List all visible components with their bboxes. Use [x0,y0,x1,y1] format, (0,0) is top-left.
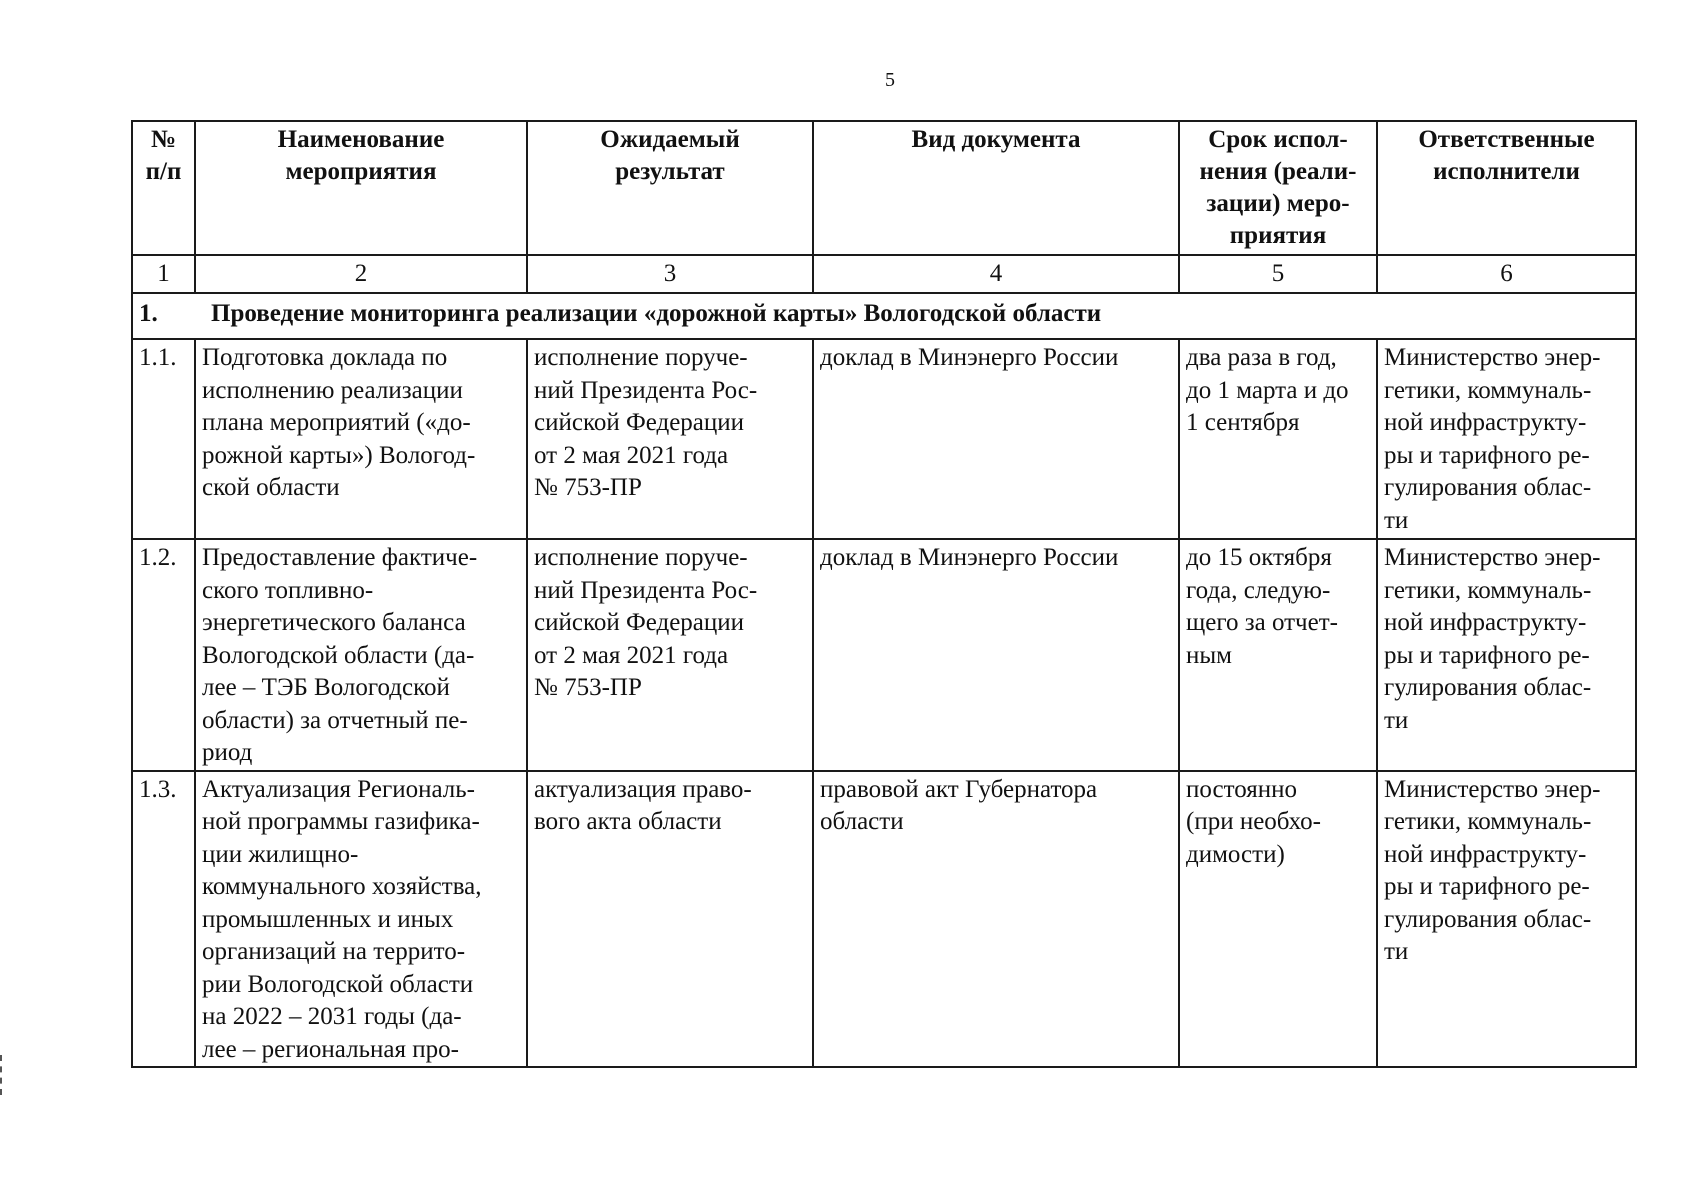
table-header-row [132,121,1636,255]
header-doc-type: Вид документа [813,121,1179,255]
row-name: Актуализация Региональ- ной программы газифика- ции жилищно- коммунального хозяйства, промышленных и иных организаций на террито- рии Вологодской области на 2022 – 2031 годы (да- лее – региональная про- [195,771,527,1068]
row-doc-type: доклад в Минэнерго России [813,339,1179,539]
row-number: 1.2. [132,539,195,771]
row-deadline: до 15 октября года, следую- щего за отчет- ным [1179,539,1377,771]
column-number: 5 [1179,255,1377,293]
header-result: Ожидаемый результат [527,121,813,255]
action-plan-table [131,120,1637,1068]
section-title: Проведение мониторинга реализации «дорожной карты» Вологодской области [211,300,1102,327]
column-number: 3 [527,255,813,293]
row-deadline: два раза в год, до 1 марта и до 1 сентября [1179,339,1377,539]
row-responsible: Министерство энер- гетики, коммуналь- ной инфраструкту- ры и тарифного ре- гулирования облас- ти [1377,771,1636,1068]
row-result: актуализация право- вого акта области [527,771,813,1068]
column-number: 1 [132,255,195,293]
row-doc-type: доклад в Минэнерго России [813,539,1179,771]
row-responsible: Министерство энер- гетики, коммуналь- ной инфраструкту- ры и тарифного ре- гулирования облас- ти [1377,539,1636,771]
column-number-row [132,255,1636,293]
table-row [132,771,1636,1068]
header-name: Наименование мероприятия [195,121,527,255]
row-deadline: постоянно (при необхо- димости) [1179,771,1377,1068]
scan-edge-marks [0,1055,8,1095]
row-number: 1.1. [132,339,195,539]
column-number: 6 [1377,255,1636,293]
row-result: исполнение поруче- ний Президента Рос- сийской Федерации от 2 мая 2021 года № 753-ПР [527,539,813,771]
page-number: 5 [885,69,895,91]
table-row [132,539,1636,771]
column-number: 4 [813,255,1179,293]
section-row [132,293,1636,339]
row-name: Подготовка доклада по исполнению реализации плана мероприятий («до- рожной карты») Вологод- ской области [195,339,527,539]
header-num: № п/п [132,121,195,255]
section-number: 1. [139,300,158,327]
column-number: 2 [195,255,527,293]
row-result: исполнение поруче- ний Президента Рос- сийской Федерации от 2 мая 2021 года № 753-ПР [527,339,813,539]
row-name: Предоставление фактиче- ского топливно- энергетического баланса Вологодской области (да- лее – ТЭБ Вологодской области) за отчетный пе- риод [195,539,527,771]
table-row [132,339,1636,539]
row-responsible: Министерство энер- гетики, коммуналь- ной инфраструкту- ры и тарифного ре- гулирования облас- ти [1377,339,1636,539]
header-responsible: Ответственные исполнители [1377,121,1636,255]
header-deadline: Срок испол- нения (реали- зации) меро- приятия [1179,121,1377,255]
row-number: 1.3. [132,771,195,1068]
section-heading [132,293,1636,339]
row-doc-type: правовой акт Губернатора области [813,771,1179,1068]
